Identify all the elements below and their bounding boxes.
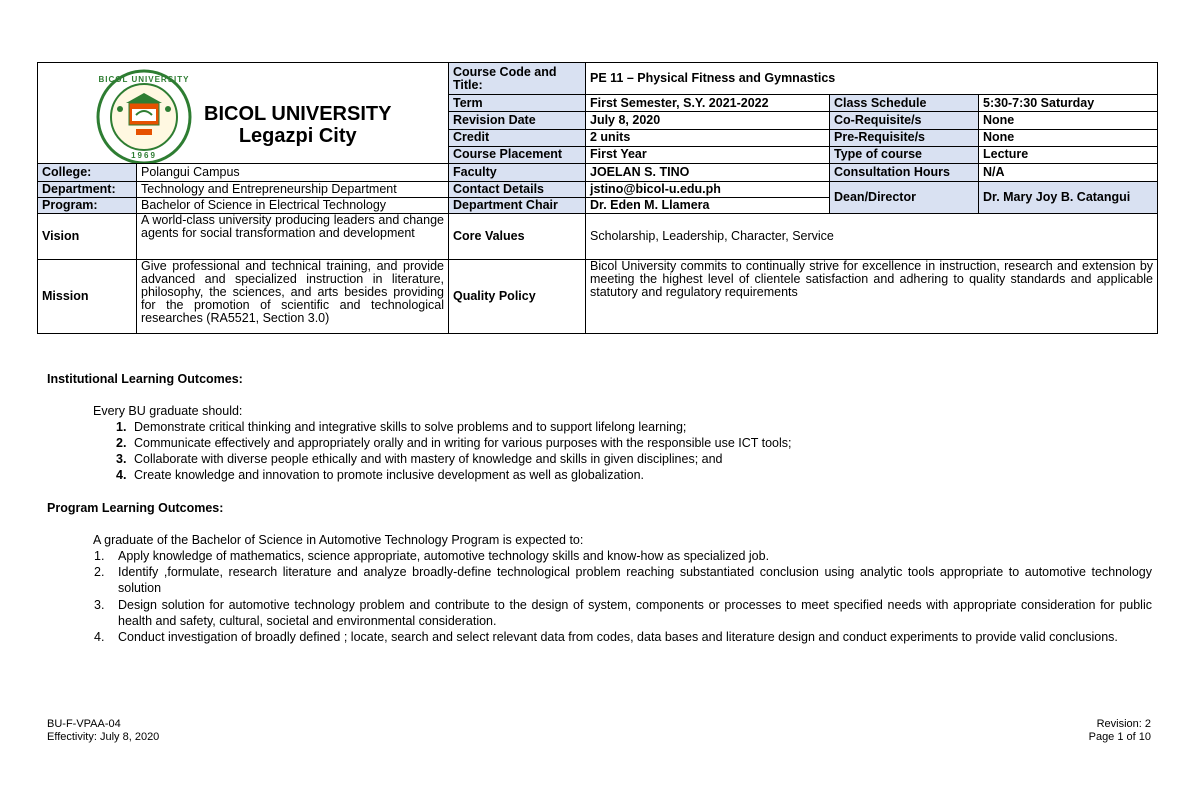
ilo-list-item: 1. Demonstrate critical thinking and integrative skills to solve problems and to support lifelong learning; <box>116 420 687 434</box>
footer-left <box>47 718 159 744</box>
department-label: Department: <box>38 182 137 198</box>
contact-details-value: jstino@bicol-u.edu.ph <box>586 182 830 198</box>
course-placement-label: Course Placement <box>449 146 586 163</box>
page-number: Page 1 of 10 <box>1088 731 1151 743</box>
mission-label: Mission <box>38 260 137 334</box>
ilo-heading: Institutional Learning Outcomes: <box>47 372 243 386</box>
dean-value: Dr. Mary Joy B. Catangui <box>979 182 1158 214</box>
logo-arc-text: BICOL UNIVERSITY <box>98 75 190 84</box>
department-chair-value: Dr. Eden M. Llamera <box>586 198 830 214</box>
core-values-value: Scholarship, Leadership, Character, Service <box>586 214 1158 260</box>
mission-value: Give professional and technical training, and provide advanced and specialized instruction in literature, philosophy, the sciences, and arts besides providing for the promotion of scientific and technological researches (RA5521, Section 3.0) <box>137 260 449 334</box>
course-placement-value: First Year <box>586 146 830 163</box>
college-label: College: <box>38 164 137 182</box>
university-seal-logo <box>96 69 192 164</box>
ilo-list-item: 3. Collaborate with diverse people ethically and with mastery of knowledge and skills in given disciplines; and <box>116 452 723 466</box>
consultation-hours-value: N/A <box>979 164 1158 182</box>
ilo-list-item: 4. Create knowledge and innovation to promote inclusive development as well as globalization. <box>116 468 645 482</box>
class-schedule-value: 5:30-7:30 Saturday <box>979 95 1158 112</box>
ilo-intro: Every BU graduate should: <box>93 404 243 418</box>
dean-label: Dean/Director <box>830 182 979 214</box>
quality-policy-label: Quality Policy <box>449 260 586 334</box>
term-label: Term <box>449 95 586 112</box>
plo-intro: A graduate of the Bachelor of Science in Automotive Technology Program is expected to: <box>93 533 584 547</box>
logo-year: 1969 <box>131 151 157 160</box>
class-schedule-label: Class Schedule <box>830 95 979 112</box>
revision-date-value: July 8, 2020 <box>586 112 830 129</box>
core-values-label: Core Values <box>449 214 586 260</box>
program-label: Program: <box>38 198 137 214</box>
college-value: Polangui Campus <box>137 164 449 182</box>
vision-value: A world-class university producing leaders and change agents for social transformation and development <box>137 214 449 260</box>
course-info-table <box>37 62 1158 334</box>
university-city: Legazpi City <box>238 125 357 147</box>
university-name: BICOL UNIVERSITY <box>204 103 392 125</box>
term-value: First Semester, S.Y. 2021-2022 <box>586 95 830 112</box>
effectivity-date: Effectivity: July 8, 2020 <box>47 731 160 743</box>
university-name-block <box>204 103 391 147</box>
university-header <box>38 63 449 164</box>
plo-list-item: 2. Identify ,formulate, research literature and analyze broadly-define technological problem reaching substantiated conclusion using analytic tools appropriate to automotive technology solution <box>94 565 1152 595</box>
revision-date-label: Revision Date <box>449 112 586 129</box>
revision-number: Revision: 2 <box>1096 718 1151 730</box>
course-code-value: PE 11 – Physical Fitness and Gymnastics <box>586 63 1158 95</box>
contact-details-label: Contact Details <box>449 182 586 198</box>
department-chair-label: Department Chair <box>449 198 586 214</box>
plo-list-item: 4. Conduct investigation of broadly defined ; locate, search and select relevant data from codes, data bases and literature design and conduct experiments to provide valid conclusions. <box>94 630 1118 644</box>
plo-list-item: 3. Design solution for automotive technology problem and contribute to the design of system, components or processes to meet specified needs with appropriate consideration for public health and safety, cultural, societal and environmental consideration. <box>94 598 1152 628</box>
quality-policy-value: Bicol University commits to continually strive for excellence in instruction, research and extension by meeting the highest level of clientele satisfaction and adhering to quality standards and applicable statutory and regulatory requirements <box>586 260 1158 334</box>
credit-value: 2 units <box>586 129 830 146</box>
ilo-list-item: 2. Communicate effectively and appropriately orally and in writing for various purposes with the responsible use ICT tools; <box>116 436 792 450</box>
department-value: Technology and Entrepreneurship Department <box>137 182 449 198</box>
program-value: Bachelor of Science in Electrical Technology <box>137 198 449 214</box>
plo-heading: Program Learning Outcomes: <box>47 501 224 515</box>
form-code: BU-F-VPAA-04 <box>47 718 121 730</box>
footer-right <box>1089 718 1151 744</box>
corequisite-value: None <box>979 112 1158 129</box>
faculty-value: JOELAN S. TINO <box>586 164 830 182</box>
prerequisite-value: None <box>979 129 1158 146</box>
corequisite-label: Co-Requisite/s <box>830 112 979 129</box>
consultation-hours-label: Consultation Hours <box>830 164 979 182</box>
faculty-label: Faculty <box>449 164 586 182</box>
course-code-label: Course Code and Title: <box>449 63 586 95</box>
prerequisite-label: Pre-Requisite/s <box>830 129 979 146</box>
course-type-label: Type of course <box>830 146 979 163</box>
vision-label: Vision <box>38 214 137 260</box>
course-type-value: Lecture <box>979 146 1158 163</box>
credit-label: Credit <box>449 129 586 146</box>
plo-list-item: 1. Apply knowledge of mathematics, science appropriate, automotive technology skills and know-how as specialized job. <box>94 549 770 563</box>
